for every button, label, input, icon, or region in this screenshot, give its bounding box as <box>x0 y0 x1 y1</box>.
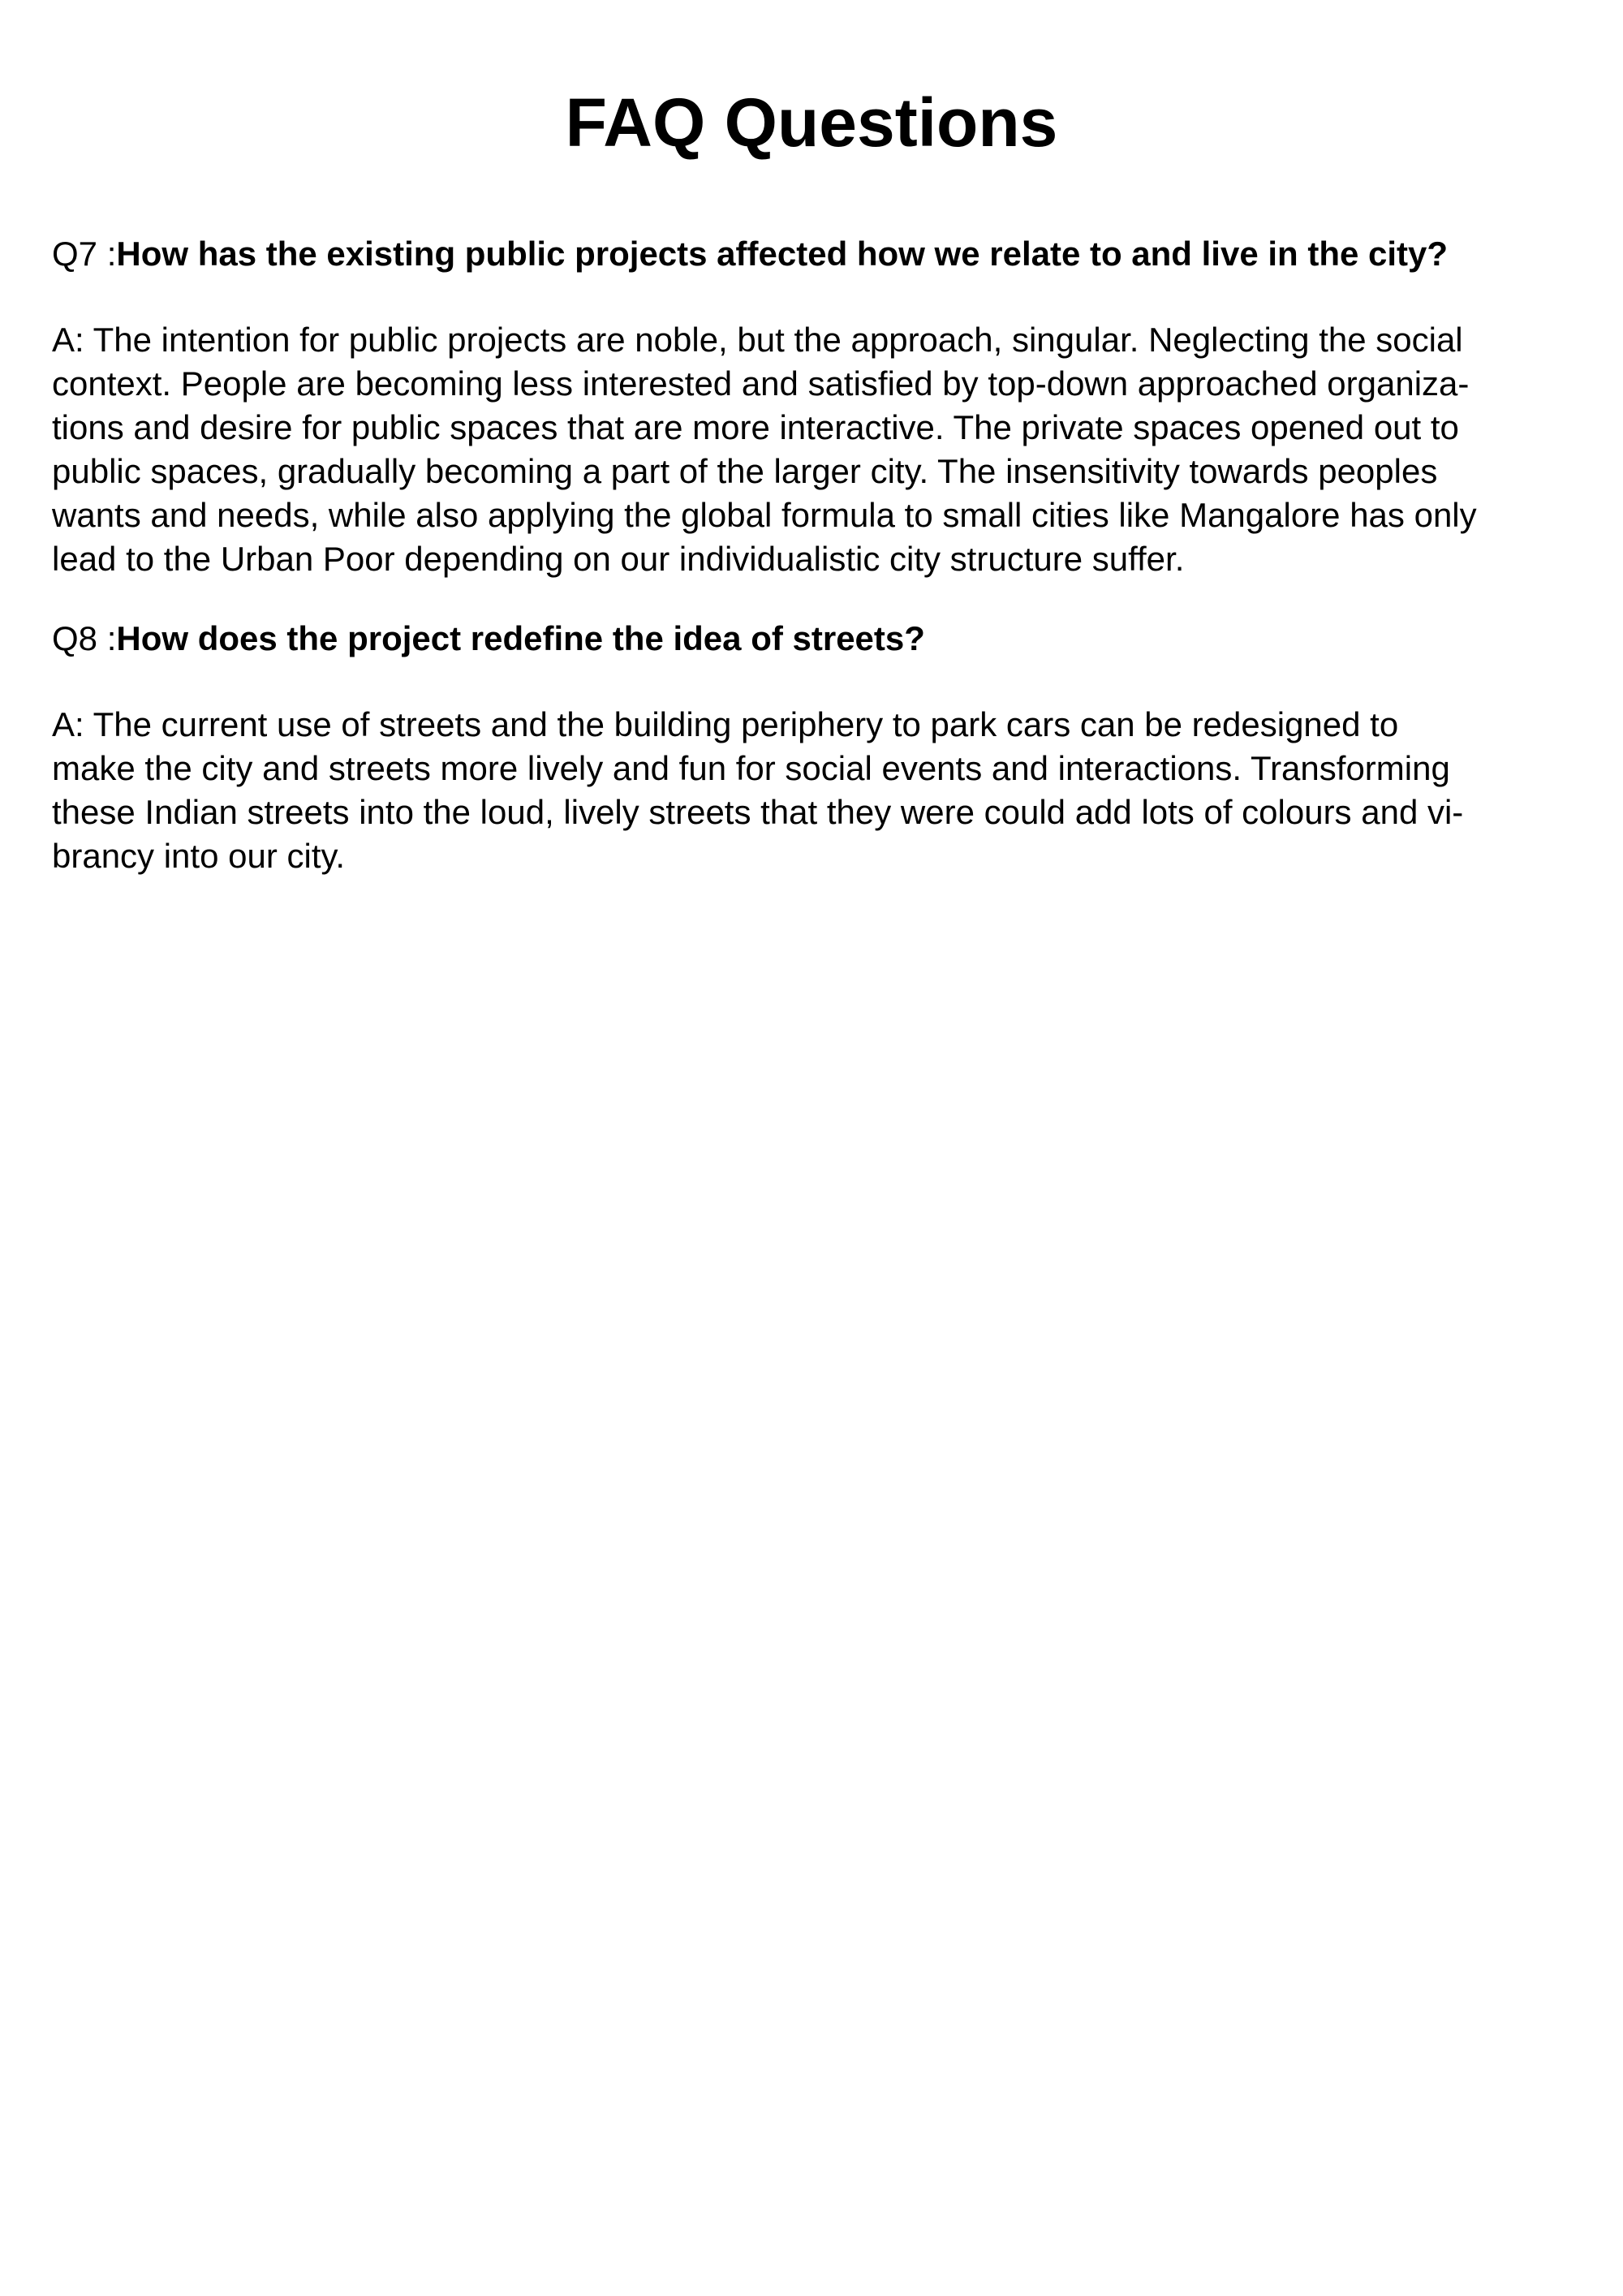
question-text: How has the existing public projects affected how we relate to and live in the city? <box>116 235 1449 273</box>
answer-q8 <box>52 703 1594 878</box>
question-label: Q8 : <box>52 619 117 657</box>
faq-item-q7 <box>52 232 1594 581</box>
question-label: Q7 : <box>52 235 117 273</box>
answer-line: public spaces, gradually becoming a part of the larger city. The insensitivity towards peoples <box>52 452 1438 490</box>
answer-line: wants and needs, while also applying the global formula to small cities like Mangalore has only <box>52 496 1477 534</box>
answer-q7 <box>52 318 1594 581</box>
page-title: FAQ Questions <box>565 84 1058 161</box>
faq-list <box>52 232 1594 914</box>
answer-line: make the city and streets more lively and fun for social events and interactions. Transforming <box>52 749 1450 787</box>
answer-line: these Indian streets into the loud, lively streets that they were could add lots of colours and vi- <box>52 793 1464 831</box>
question-text: How does the project redefine the idea of streets? <box>116 619 925 657</box>
answer-line: brancy into our city. <box>52 837 346 875</box>
question-q8 <box>52 617 1594 661</box>
faq-item-q8 <box>52 617 1594 878</box>
answer-line: A: The intention for public projects are noble, but the approach, singular. Neglecting the social <box>52 321 1463 359</box>
question-q7 <box>52 232 1594 276</box>
answer-line: context. People are becoming less interested and satisfied by top-down approached organiza- <box>52 364 1470 403</box>
answer-line: A: The current use of streets and the building periphery to park cars can be redesigned to <box>52 705 1399 743</box>
answer-line: tions and desire for public spaces that are more interactive. The private spaces opened out to <box>52 408 1459 446</box>
answer-line: lead to the Urban Poor depending on our individualistic city structure suffer. <box>52 540 1185 578</box>
